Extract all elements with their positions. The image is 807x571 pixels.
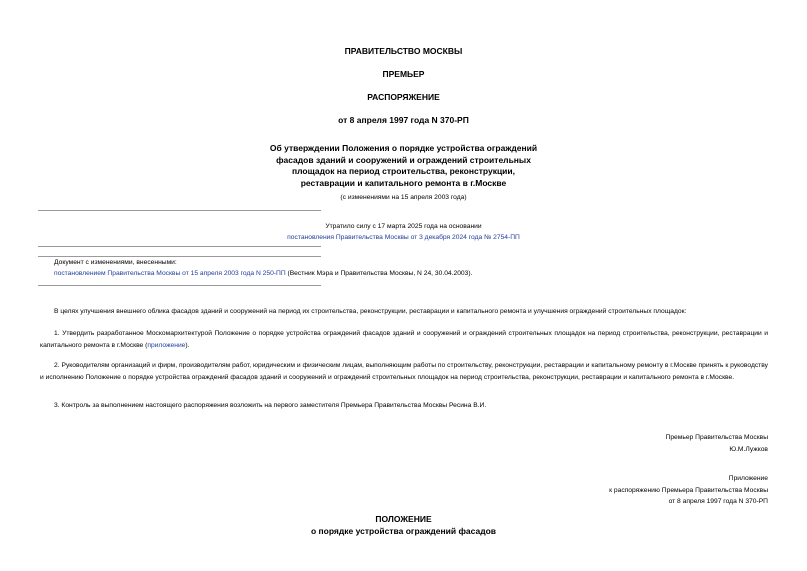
doc-type-heading: РАСПОРЯЖЕНИЕ [367,92,440,102]
expired-text: Утратило силу с 17 марта 2025 года на основании [325,223,482,230]
appendix-line: к распоряжению Премьера Правительства Москвы [609,486,768,494]
p3-text: 3. Контроль за выполнением настоящего распоряжения возложить на первого заместителя Премьера Правительства Москвы Ресина В.И. [54,402,487,409]
divider [38,246,321,247]
appendix-label: Приложение [728,475,768,482]
title-line: реставрации и капитального ремонта в г.Москве [300,177,507,188]
date-number: от 8 апреля 1997 года N 370-РП [338,115,469,125]
document-title [0,143,807,189]
regulation-subtitle: о порядке устройства ограждений фасадов [310,526,497,536]
p2-text: 2. Руководителям организаций и фирм, производителям работ, юридическим и физическим лицам, выполняющим работы по строительству, реконструкции, реставрации и капитальному ремонту в г.Москве принять к руководству и исполнению Положение о порядке устройства ограждений фасадов зданий и сооружений и ограждений строительных площадок на период строительства, реконструкции, реставрации и капитального ремонта в г.Москве. [40,362,768,381]
signature-position: Премьер Правительства Москвы [665,434,768,441]
government-heading: ПРАВИТЕЛЬСТВО МОСКВЫ [344,46,463,56]
appendix-link[interactable]: приложение [147,341,186,349]
title-line: Об утверждении Положения о порядке устройства ограждений [269,143,538,153]
changes-link[interactable]: постановлением Правительства Москвы от 15 апреля 2003 года N 250-ПП [54,270,286,277]
p1-text: 1. Утвердить разработанное Москомархитектурой Положение о порядке устройства ограждений фасадов зданий и сооружений и ограждений строительных площадок на период строительства, реконструкции, реставрации и капитального ремонта в г.Москве ( [40,330,768,349]
intro-paragraph [40,306,768,318]
amendment-note: (с изменениями на 15 апреля 2003 года) [340,194,467,201]
premier-heading: ПРЕМЬЕР [382,69,425,79]
title-line: фасадов зданий и сооружений и ограждений строительных [276,154,531,165]
intro-text: В целях улучшения внешнего облика фасадов зданий и сооружений на период их строительства, реконструкции, реставрации и капитального ремонта и улучшения ограждений строительных площадок: [54,308,687,315]
changes-source: (Вестник Мэра и Правительства Москвы, N 24, 30.04.2003). [285,270,473,277]
changes-line [54,270,472,277]
appendix-reference [609,473,768,508]
divider [38,256,321,257]
divider [38,210,321,211]
divider [38,285,321,286]
paragraph-1 [40,328,768,351]
p1-end: ). [185,341,190,349]
changes-label: Документ с изменениями, внесенными: [54,259,177,266]
signature [666,432,768,455]
regulation-title: ПОЛОЖЕНИЕ [375,514,432,524]
title-line: площадок на период строительства, реконструкции, [291,166,515,176]
signature-name: Ю.М.Лужков [729,445,768,453]
expired-link[interactable]: постановления Правительства Москвы от 3 декабря 2024 года № 2754-ПП [287,234,520,241]
paragraph-2 [40,360,768,383]
paragraph-3 [40,400,768,412]
appendix-line: от 8 апреля 1997 года N 370-РП [668,498,768,505]
